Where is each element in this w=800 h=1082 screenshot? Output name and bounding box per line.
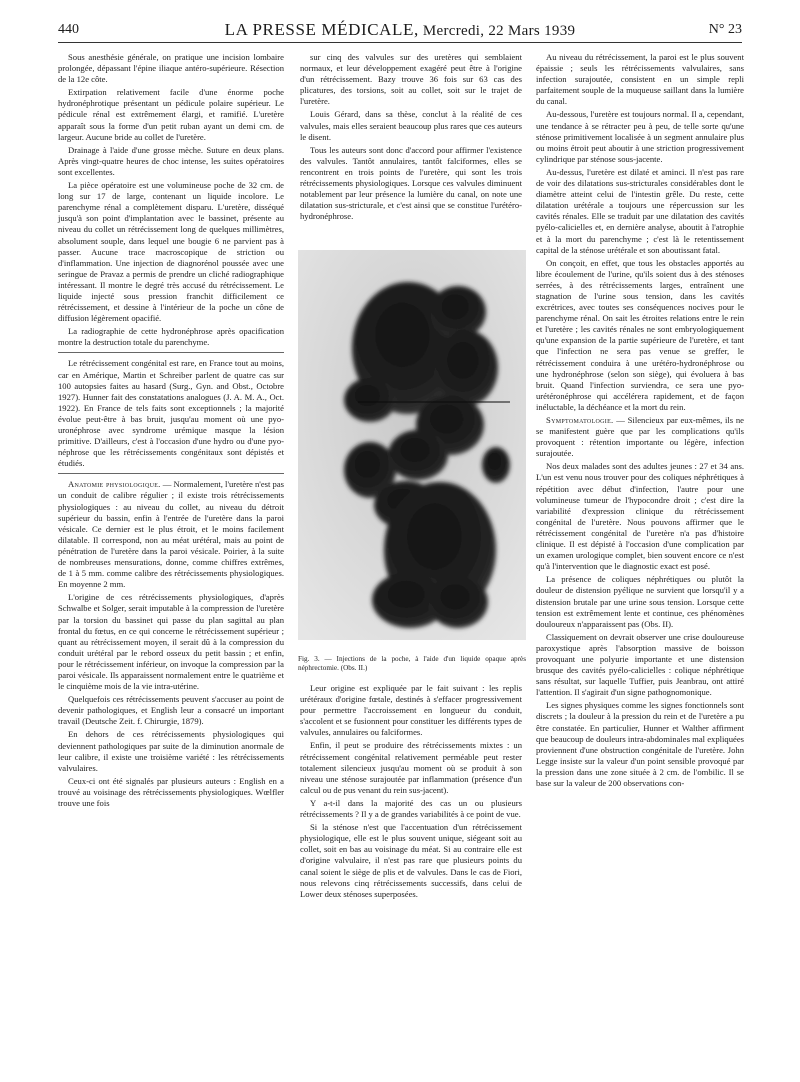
paragraph: Sous anesthésie générale, on pratique une incision lombaire prolongée, dépassant l'épine iliaque antéro-supérieure. Résection de la 12e côte. [58,52,284,85]
section-paragraph [536,415,744,459]
paragraph: Louis Gérard, dans sa thèse, conclut à la réalité de ces valvules, mais elles seraient beaucoup plus rares que ces auteurs le disent. [300,109,522,142]
paragraph: Le rétrécissement congénital est rare, en France tout au moins, car en Amérique, Martin et Schreiber parlent de quatre cas sur 100 autopsies faites au hasard (Surg., Gyn. and Obst., Octobre 1927). Hunner fait des constatations analogues (J. A. M. A., Oct. 1922). En France de tels faits sont exceptionnels ; la majorité évolue peut-être à bas bruit, jusqu'au moment où une pyo-uronéphrose avec syndrome urémique masque la lésion primitive. D'ailleurs, c'est à l'occasion d'une hydro ou d'une pyo-néphrose que les rétrécissements congénitaux sont dépistés et étudiés. [58,358,284,469]
paragraph: Nos deux malades sont des adultes jeunes : 27 et 34 ans. L'un est venu nous trouver pour des coliques néphrétiques à répétition avec début d'infection, l'autre pour une volumineuse tumeur de l'hypocondre droit ; c'est dire la variabilité d'expression clinique du rétrécissement congénital de l'uretère. Nous pouvons affirmer que le rétrécissement congénital de l'uretère n'a pas d'histoire clinique. Il est dépisté à l'occasion d'une complication par un examen urologique complet, bien souvent encore ce n'est qu'à l'intervention que le diagnostic exact est posé. [536,461,744,572]
column-3 [536,52,744,791]
paragraph: Drainage à l'aide d'une grosse mèche. Suture en deux plans. Après vingt-quatre heures de choc intense, les suites opératoires sont excellentes. [58,144,284,177]
section-heading: Anatomie physiologique. [68,479,161,490]
section-paragraph [58,479,284,590]
radiograph-image [298,250,526,640]
issue-number: N° 23 [708,22,742,37]
section-heading: Symptomatologie. [546,415,614,425]
paragraph: La pièce opératoire est une volumineuse poche de 32 cm. de long sur 17 de large, contenant un liquide incolore. Le parenchyme rénal a complètement disparu. L'uretère, disséqué jusqu'à son point d'implantation avec le bassinet, présente au niveau du collet un rétrécissement long de quelques millimètres, absolument souple, dans lequel une bougie 6 ne parvient pas à passer. Aucune trace macroscopique de striction ou d'inflammation. Une injection de diagnorénol poussée avec une seringue de Pravaz a permis de prendre un cliché radiographique intéressant. Il montre le degré très accusé du rétrécissement. Le liquide injecté sous pression franchit difficilement ce rétrécissement, et dessine à l'intérieur de la poche un cône de diffusion légèrement opacifié. [58,180,284,324]
paragraph: Extirpation relativement facile d'une énorme poche hydronéphrotique présentant un pédicule polaire supérieur. Le pédicule rénal est extrêmement élargi, et ramifié. L'uretère apparaît sous la forme d'un petit ruban ayant un demi cm. de largeur. Aucune bride au collet de l'uretère. [58,87,284,142]
paragraph: Leur origine est expliquée par le fait suivant : les replis urétéraux d'origine fœtale, destinés à s'effacer progressivement pour permettre l'accroissement en longueur du conduit, s'accolent et se fusionnent pour constituer les différents types de valvules, annulaires ou falciformes. [300,683,522,738]
section-divider [58,473,284,474]
running-header [58,18,742,43]
caption-text: — Injections de la poche, à l'aide d'un liquide opaque après néphrectomie. (Obs. II.) [298,655,526,672]
section-text: — Silencieux par eux-mêmes, ils ne se manifestent guère que par les complications qu'ils provoquent : rétention importante ou légère, infection surajoutée. [536,415,744,459]
paragraph: Les signes physiques comme les signes fonctionnels sont discrets ; la douleur à la pression du rein et de l'uretère a pu être constatée. En particulier, Hunner et Walther affirment que beaucoup de douleurs intra-abdominales mal expliquées proviennent d'une obstruction congénitale de l'uretère. John Legge insiste sur la valeur d'un point sensible provoqué par la pression dans une zone située à 2 cm. de l'ombilic. Il se base sur la valeur de 200 observations con- [536,700,744,788]
column-1 [58,52,284,811]
paragraph: On conçoit, en effet, que tous les obstacles apportés au libre écoulement de l'urine, qu'ils soient dus à des sténoses serrées, à des rétrécissements larges, entraînent une stagnation de l'urine sous tension, dans les cavités excrétrices, avec toutes ses conséquences nocives pour le parenchyme rénal. On sait les étroites relations entre le rein et l'uretère ; les cavités rénales ne sont embryologiquement qu'une expansion de la partie supérieure de l'uretère, et tant que l'infection ne sera pas venue se greffer, le rétrécissement conduira à une urétéro-hydronéphrose ou une hydronéphrose (selon son siège), qui évoluera à bas bruit. Quand l'infection surviendra, ce sera une pyo-urétéronéphrose qui accélérera rapidement, et de façon inéluctable, la déchéance et la mort du rein. [536,257,744,412]
paragraph: Quelquefois ces rétrécissements peuvent s'accuser au point de devenir pathologiques, et English leur a consacré un important travail (Deutsche Zeit. f. Chirurgie, 1879). [58,694,284,727]
section-text: — Normalement, l'uretère n'est pas un conduit de calibre régulier ; il existe trois rétrécissements physiologiques : au niveau du collet, au niveau du détroit supérieur du bassin, enfin à l'entrée de l'uretère dans la paroi vésicale. Ce dernier est le plus étroit, et le moins facilement dilatable. Il correspond, non au méat urétéral, mais au point de pénétration de l'uretère dans la paroi vésicale. Poirier, à la suite de nombreuses mensurations, donne, comme chiffres extrêmes, de 1 à 5 mm. comme calibre des rétrécissements physiologiques. En moyenne 2 mm. [58,479,284,590]
paragraph: En dehors de ces rétrécissements physiologiques qui deviennent pathologiques par suite de la diminution anormale de leur calibre, il existe une troisième variété : les rétrécissements valvulaires. [58,729,284,773]
column-2-top [300,52,522,224]
paragraph: Classiquement on devrait observer une crise douloureuse paroxystique après l'absorption massive de boisson provoquant une polyurie importante et une distension brusque des cavités pyélo-calicielles : colique néphrétique sans résultat, sur laquelle Tuffier, puis Jeanbrau, ont attiré l'attention. Il s'agirait d'un signe pathognomonique. [536,631,744,698]
figure-caption [298,655,526,673]
caption-label: Fig. 3. [298,655,320,663]
journal-title: LA PRESSE MÉDICALE, [224,20,419,39]
paragraph: Au niveau du rétrécissement, la paroi est le plus souvent épaissie ; seuls les rétrécissements valvulaires, sans infection surajoutée, consistent en un simple repli parfaitement souple de la muqueuse saillant dans la lumière du canal. [536,52,744,107]
page-number: 440 [58,22,79,37]
paragraph: Tous les auteurs sont donc d'accord pour affirmer l'existence des valvules. Tantôt annulaires, tantôt falciformes, elles se rencontrent en trois points de l'uretère, qui sont les trois rétrécissements physiologiques. Lorsque ces valvules diminuent notablement par leur présence la lumière du canal, on note une dilatation sus-stricturale, et c'est ainsi que se constitue l'urétéro-hydronéphrose. [300,144,522,222]
column-2-bottom [300,683,522,902]
paragraph: La radiographie de cette hydronéphrose après opacification montre la destruction totale du parenchyme. [58,326,284,348]
journal-header [58,20,742,40]
radiograph-figure [298,250,526,640]
paragraph: Si la sténose n'est que l'accentuation d'un rétrécissement physiologique, elle est le plus souvent unique, siégeant soit au collet, soit en bas au voisinage du méat. Si au contraire elle est d'origine valvulaire, il n'est pas rare que plusieurs points du canal soient le siège de plis et de valvules. Dans le cas de Fiori, nous relevons cinq rétrécissements successifs, dans celui de Lower deux sténoses superposées. [300,822,522,899]
paragraph: Au-dessous, l'uretère est toujours normal. Il a, cependant, une tendance à se rétracter peu à peu, de telle sorte qu'une sténose primitivement localisée à un segment annulaire plus ou moins étroit peut aboutir à une striction progressivement cylindrique par sténose sous-jacente. [536,109,744,164]
paragraph: Enfin, il peut se produire des rétrécissements mixtes : un rétrécissement congénital relativement perméable peut rester totalement silencieux jusqu'au moment où se produit à son niveau une sténose surajoutée par inflammation (présence d'un calcul ou de pus venant du rein sus-jacent). [300,740,522,795]
paragraph: La présence de coliques néphrétiques ou plutôt la douleur de distension pyélique ne survient que lorsqu'il y a distension brutale par une urine sous tension. Lorsque cette tension est extrêmement lente et continue, ces phénomènes douloureux n'apparaissent pas (Obs. II). [536,574,744,629]
section-divider [58,352,284,353]
paragraph: L'origine de ces rétrécissements physiologiques, d'après Schwalbe et Solger, serait imputable à la compression de l'uretère par la torsion du bassinet qui passe du plan sagittal au plan frontal du fœtus, en ce qui concerne le rétrécissement supérieur ; quant au rétrécissement moyen, il serait dû à la compression du conduit urétéral par le rebord osseux du petit bassin ; et enfin, pour le rétrécissement inférieur, on invoque la compression par la paroi vésicale. Ils apparaissent normalement entre le quatrième et le cinquième mois de la vie intra-utérine. [58,592,284,692]
issue-date: Mercredi, 22 Mars 1939 [422,23,576,39]
paragraph: Y a-t-il dans la majorité des cas un ou plusieurs rétrécissements ? Il y a de grandes variabilités à ce point de vue. [300,797,522,820]
paragraph: Au-dessus, l'uretère est dilaté et aminci. Il n'est pas rare de voir des dilatations sus-stricturales considérables dont le diamètre atteint celui de l'intestin grêle. Du reste, cette dilatation urétérale a toujours une répercussion sur les cavités rénales. Elle se traduit par une dilatation des cavités pyélo-calicielles et, en dernière analyse, aboutit à l'atrophie et à la mort du parenchyme ; c'est là le retentissement capital de la sténose urétérale et son aboutissant fatal. [536,166,744,255]
paragraph: Ceux-ci ont été signalés par plusieurs auteurs : English en a trouvé au voisinage des rétrécissements physiologiques. Wœlfler trouve une fois [58,775,284,808]
paragraph: sur cinq des valvules sur des uretères qui semblaient normaux, et leur développement exagéré peut être à l'origine d'un rétrécissement. Bazy trouve 36 fois sur 63 cas des plicatures, des torsions, soit au collet, soit sur le trajet de l'uretère. [300,52,522,107]
